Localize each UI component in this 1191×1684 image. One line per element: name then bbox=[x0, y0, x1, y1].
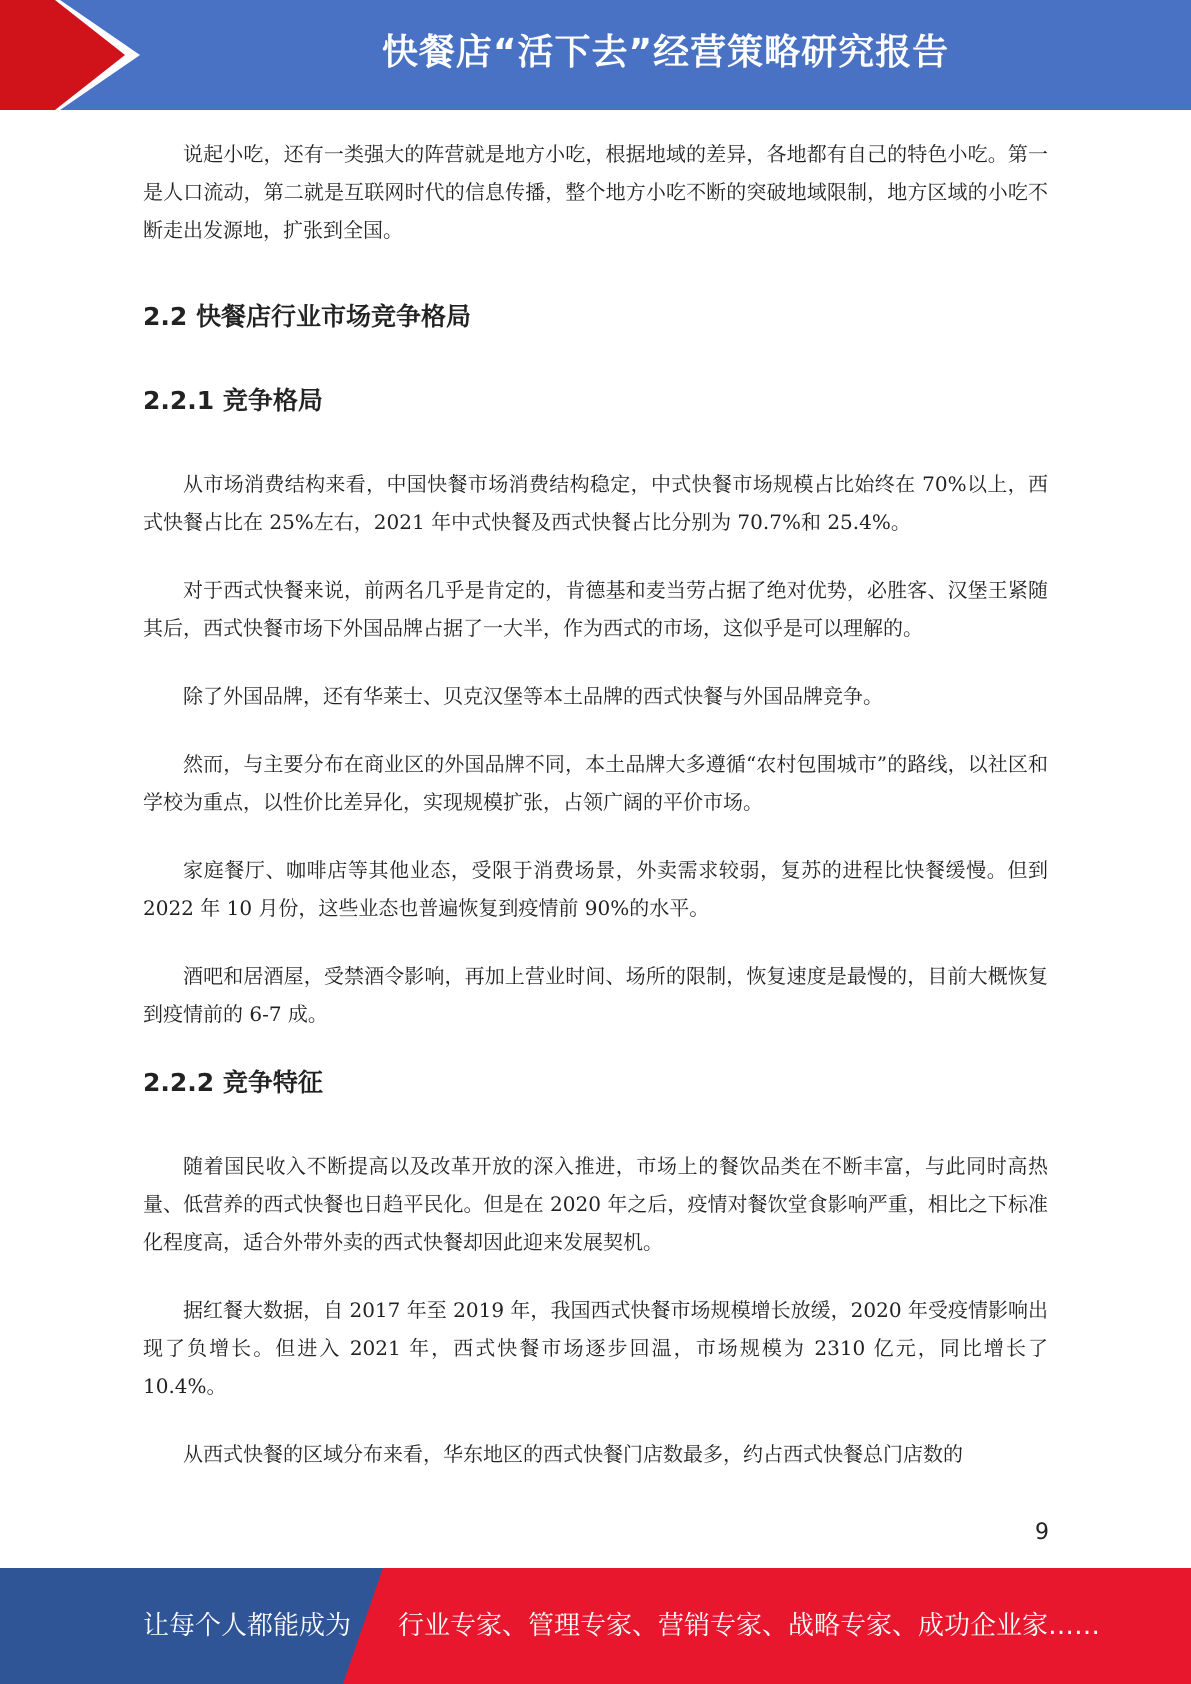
paragraph: 从西式快餐的区域分布来看，华东地区的西式快餐门店数最多，约占西式快餐总门店数的 bbox=[183, 1442, 963, 1466]
paragraph: 家庭餐厅、咖啡店等其他业态，受限于消费场景，外卖需求较弱，复苏的进程比快餐缓慢。但到 2022 年 10 月份，这些业态也普遍恢复到疫情前 90%的水平。 bbox=[143, 858, 1048, 920]
paragraph: 除了外国品牌，还有华莱士、贝克汉堡等本土品牌的西式快餐与外国品牌竞争。 bbox=[183, 684, 883, 708]
page-number: 9 bbox=[1035, 1520, 1049, 1545]
paragraph: 从市场消费结构来看，中国快餐市场消费结构稳定，中式快餐市场规模占比始终在 70%以上，西式快餐占比在 25%左右，2021 年中式快餐及西式快餐占比分别为 70.7%和 25.4%。 bbox=[143, 472, 1048, 534]
paragraph: 然而，与主要分布在商业区的外国品牌不同，本土品牌大多遵循“农村包围城市”的路线，以社区和学校为重点，以性价比差异化，实现规模扩张，占领广阔的平价市场。 bbox=[143, 752, 1048, 814]
page-header bbox=[0, 0, 1191, 110]
page-footer bbox=[0, 1568, 1191, 1684]
footer-slogan-right: 行业专家、管理专家、营销专家、战略专家、成功企业家…… bbox=[398, 1611, 1101, 1641]
report-title: 快餐店“活下去”经营策略研究报告 bbox=[381, 32, 950, 73]
subsection-heading: 2.2.1 竞争格局 bbox=[143, 386, 323, 415]
footer-slogan-left: 让每个人都能成为 bbox=[143, 1611, 352, 1641]
paragraph: 随着国民收入不断提高以及改革开放的深入推进，市场上的餐饮品类在不断丰富，与此同时高热量、低营养的西式快餐也日趋平民化。但是在 2020 年之后，疫情对餐饮堂食影响严重，相比之下标准化程度高，适合外带外卖的西式快餐却因此迎来发展契机。 bbox=[143, 1154, 1048, 1254]
subsection-heading: 2.2.2 竞争特征 bbox=[143, 1068, 323, 1097]
document-body bbox=[143, 135, 1048, 1503]
paragraph: 说起小吃，还有一类强大的阵营就是地方小吃，根据地域的差异，各地都有自己的特色小吃。第一是人口流动，第二就是互联网时代的信息传播，整个地方小吃不断的突破地域限制，地方区域的小吃不断走出发源地，扩张到全国。 bbox=[143, 142, 1048, 242]
paragraph: 据红餐大数据，自 2017 年至 2019 年，我国西式快餐市场规模增长放缓，2020 年受疫情影响出现了负增长。但进入 2021 年，西式快餐市场逐步回温，市场规模为 2310 亿元，同比增长了10.4%。 bbox=[143, 1298, 1048, 1398]
paragraph: 对于西式快餐来说，前两名几乎是肯定的，肯德基和麦当劳占据了绝对优势，必胜客、汉堡王紧随其后，西式快餐市场下外国品牌占据了一大半，作为西式的市场，这似乎是可以理解的。 bbox=[143, 578, 1048, 640]
paragraph: 酒吧和居酒屋，受禁酒令影响，再加上营业时间、场所的限制，恢复速度是最慢的，目前大概恢复到疫情前的 6-7 成。 bbox=[143, 964, 1048, 1026]
section-heading: 2.2 快餐店行业市场竞争格局 bbox=[143, 302, 471, 331]
header-arrow-decoration bbox=[0, 0, 160, 110]
